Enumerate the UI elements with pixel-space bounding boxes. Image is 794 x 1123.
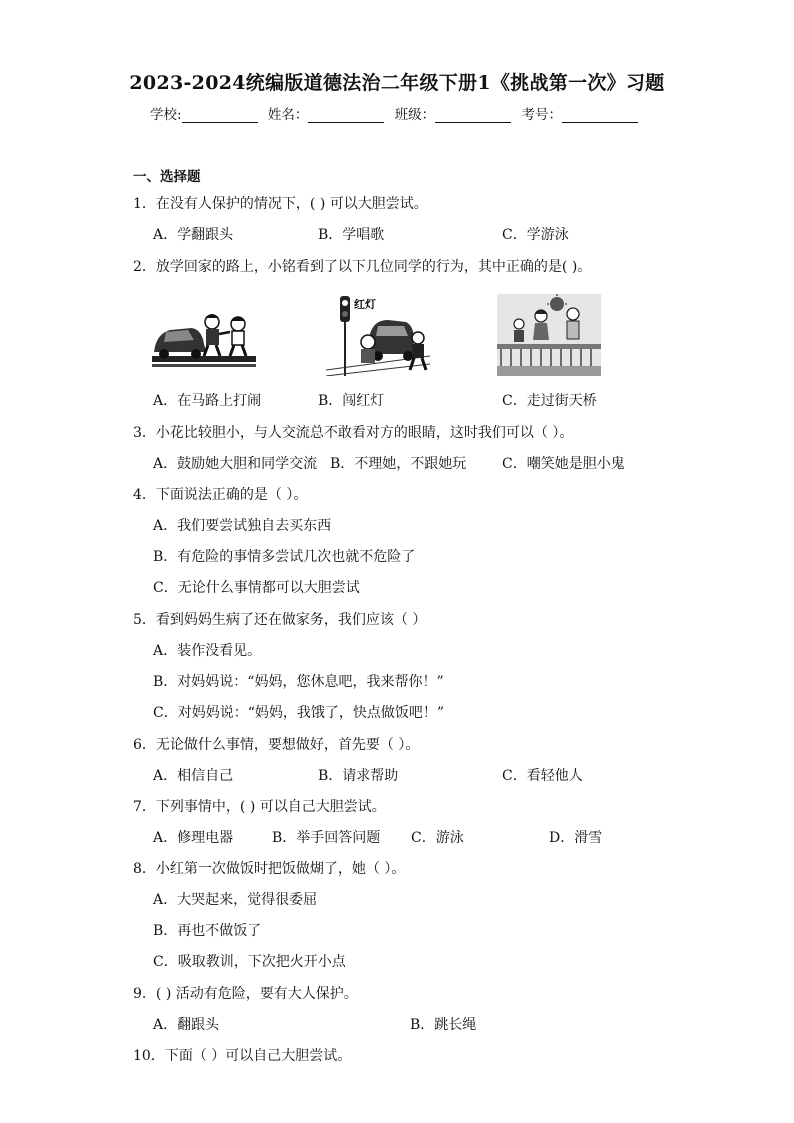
question-1: 1．在没有人保护的情况下，( ) 可以大胆尝试。 bbox=[133, 196, 428, 212]
question-2: 2．放学回家的路上，小铭看到了以下几位同学的行为，其中正确的是( )。 bbox=[133, 259, 592, 275]
question-4: 4．下面说法正确的是（ ）。 bbox=[133, 487, 308, 503]
school-blank[interactable] bbox=[182, 108, 258, 123]
q3-option-c[interactable]: C．嘲笑她是胆小鬼 bbox=[502, 456, 625, 472]
question-3: 3．小花比较胆小，与人交流总不敢看对方的眼睛，这时我们可以（ ）。 bbox=[133, 425, 574, 441]
class-blank[interactable] bbox=[435, 108, 511, 123]
q6-option-c[interactable]: C．看轻他人 bbox=[502, 768, 583, 784]
q5-option-b[interactable]: B．对妈妈说：“妈妈，您休息吧，我来帮你！” bbox=[153, 674, 444, 690]
student-info-row bbox=[0, 103, 794, 123]
question-5: 5．看到妈妈生病了还在做家务，我们应该（ ） bbox=[133, 612, 427, 628]
q5-option-a[interactable]: A．装作没看见。 bbox=[153, 643, 262, 659]
picture-fighting-on-road bbox=[152, 294, 256, 376]
q4-option-a[interactable]: A．我们要尝试独自去买东西 bbox=[153, 518, 332, 534]
q1-option-a[interactable]: A．学翻跟头 bbox=[153, 227, 234, 243]
name-blank[interactable] bbox=[308, 108, 384, 123]
q9-option-b[interactable]: B．跳长绳 bbox=[410, 1017, 477, 1033]
question-7: 7．下列事情中，( ) 可以自己大胆尝试。 bbox=[133, 799, 386, 815]
name-label: 姓名： bbox=[267, 107, 309, 123]
q7-option-d[interactable]: D．滑雪 bbox=[549, 830, 603, 846]
q4-option-b[interactable]: B．有危险的事情多尝试几次也就不危险了 bbox=[153, 549, 416, 565]
q1-option-b[interactable]: B．学唱歌 bbox=[318, 227, 385, 243]
exam-number-blank[interactable] bbox=[562, 108, 638, 123]
question-9: 9．( ) 活动有危险，要有大人保护。 bbox=[133, 986, 358, 1002]
picture-pedestrian-overpass bbox=[497, 294, 601, 376]
q6-option-b[interactable]: B．请求帮助 bbox=[318, 768, 399, 784]
q7-option-b[interactable]: B．举手回答问题 bbox=[272, 830, 381, 846]
q2-option-b[interactable]: B．闯红灯 bbox=[318, 393, 385, 409]
q2-option-c[interactable]: C．走过街天桥 bbox=[502, 393, 597, 409]
picture-running-red-light bbox=[326, 294, 430, 376]
q3-option-b[interactable]: B．不理她，不跟她玩 bbox=[330, 456, 467, 472]
q2-option-a[interactable]: A．在马路上打闹 bbox=[153, 393, 262, 409]
q9-option-a[interactable]: A．翻跟头 bbox=[153, 1017, 220, 1033]
question-10: 10．下面（ ）可以自己大胆尝试。 bbox=[133, 1048, 352, 1064]
q4-option-c[interactable]: C．无论什么事情都可以大胆尝试 bbox=[153, 580, 360, 596]
question-6: 6．无论做什么事情，要想做好，首先要（ ）。 bbox=[133, 737, 420, 753]
q5-option-c[interactable]: C．对妈妈说：“妈妈，我饿了，快点做饭吧！” bbox=[153, 705, 445, 721]
section-heading: 一、选择题 bbox=[133, 169, 201, 185]
q8-option-c[interactable]: C．吸取教训，下次把火开小点 bbox=[153, 954, 346, 970]
red-light-label: 红灯 bbox=[354, 298, 376, 311]
q8-option-b[interactable]: B．再也不做饭了 bbox=[153, 923, 262, 939]
class-label: 班级： bbox=[394, 107, 436, 123]
question-8: 8．小红第一次做饭时把饭做煳了，她（ ）。 bbox=[133, 861, 406, 877]
school-label: 学校: bbox=[150, 107, 182, 123]
q7-option-a[interactable]: A．修理电器 bbox=[153, 830, 234, 846]
q6-option-a[interactable]: A．相信自己 bbox=[153, 768, 234, 784]
q1-option-c[interactable]: C．学游泳 bbox=[502, 227, 569, 243]
q7-option-c[interactable]: C．游泳 bbox=[411, 830, 464, 846]
q8-option-a[interactable]: A．大哭起来，觉得很委屈 bbox=[153, 892, 318, 908]
page-title: 2023-2024统编版道德法治二年级下册1《挑战第一次》习题 bbox=[129, 72, 665, 94]
q3-option-a[interactable]: A．鼓励她大胆和同学交流 bbox=[153, 456, 318, 472]
exam-number-label: 考号： bbox=[521, 107, 562, 123]
